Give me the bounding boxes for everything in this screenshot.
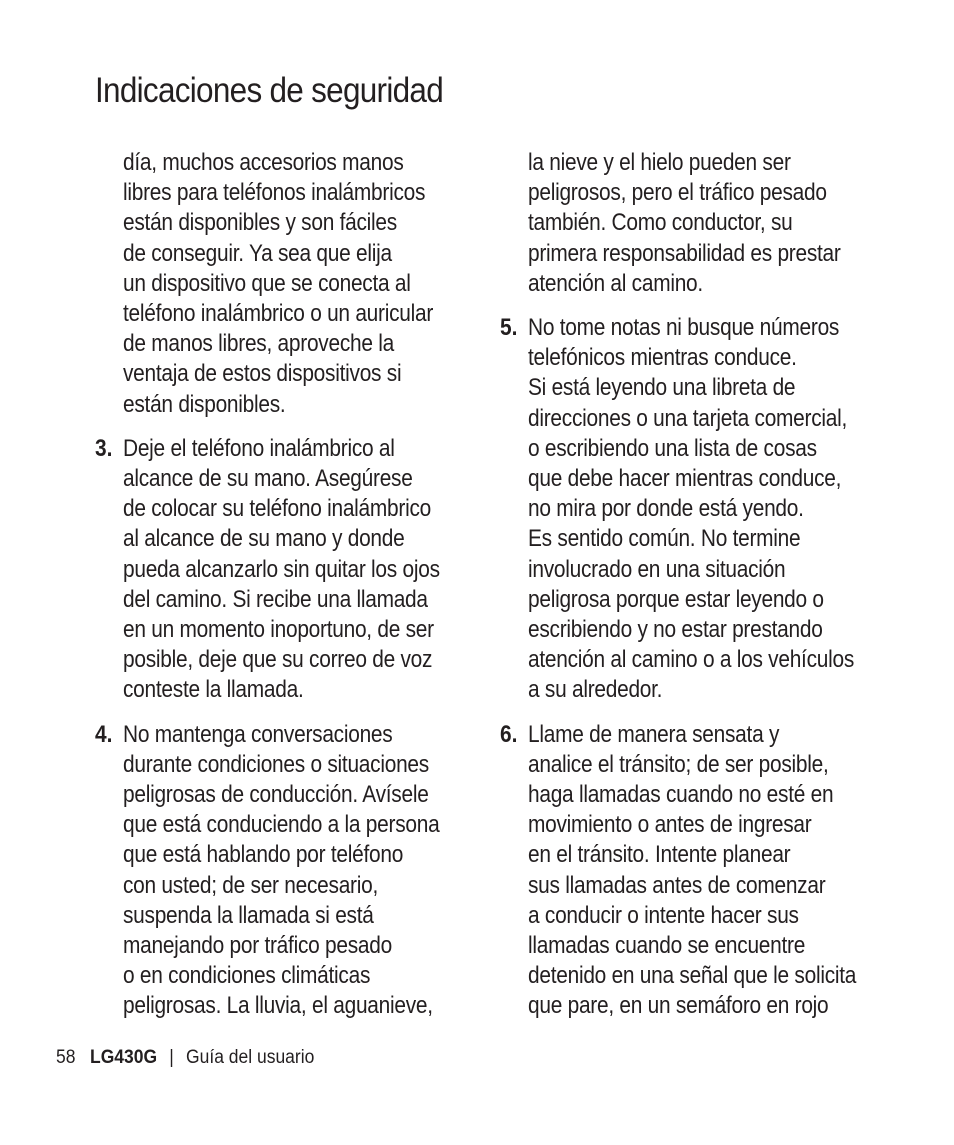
continuation-paragraph [500,148,920,299]
page-footer [56,1045,314,1071]
page-title: Indicaciones de seguridad [95,71,444,110]
item-number: 5. [500,314,518,342]
left-column [95,148,495,1036]
continuation-paragraph [95,148,495,420]
paragraph-text: la nieve y el hielo pueden ser peligrosos, pero el tráfico pesado también. Como conductor, su primera responsabilidad es prestar atención al camino. [528,149,841,297]
item-number: 4. [95,720,113,748]
footer-separator: | [169,1047,174,1068]
list-item [500,720,920,1022]
list-item [95,720,495,1022]
right-column [500,148,920,1036]
item-number: 3. [95,434,113,462]
list-item [95,434,495,706]
item-text: Llame de manera sensata y analice el tránsito; de ser posible, haga llamadas cuando no esté en movimiento o antes de ingresar en el tránsito. Intente planear sus llamadas antes de comenzar a conducir o intente hacer sus llamadas cuando se encuentre detenido en una señal que le solicita que pare, en un semáforo en rojo [528,720,857,1020]
model-name: LG430G [90,1047,158,1068]
page-number: 58 [56,1047,76,1068]
item-text: Deje el teléfono inalámbrico al alcance de su mano. Asegúrese de colocar su teléfono inalámbrico al alcance de su mano y donde pueda alcanzarlo sin quitar los ojos del camino. Si recibe una llamada en un momento inoportuno, de ser posible, deje que su correo de voz conteste la llamada. [123,434,440,704]
item-number: 6. [500,720,518,748]
item-text: No tome notas ni busque números telefónicos mientras conduce. Si está leyendo una libreta de direcciones o una tarjeta comercial, o escribiendo una lista de cosas que debe hacer mientras conduce, no mira por donde está yendo. Es sentido común. No termine involucrado en una situación peligrosa porque estar leyendo o escribiendo y no estar prestando atención al camino o a los vehículos a su alrededor. [528,314,855,704]
list-item [500,313,920,706]
paragraph-text: día, muchos accesorios manos libres para teléfonos inalámbricos están disponibles y son fáciles de conseguir. Ya sea que elija un dispositivo que se conecta al teléfono inalámbrico o un auricular de manos libres, aproveche la ventaja de estos dispositivos si están disponibles. [123,149,434,418]
guide-title: Guía del usuario [186,1047,315,1068]
item-text: No mantenga conversaciones durante condiciones o situaciones peligrosas de conducción. Avísele que está conduciendo a la persona que está hablando por teléfono con usted; de ser necesario, suspenda la llamada si está manejando por tráfico pesado o en condiciones climáticas peligrosas. La lluvia, el aguanieve, [123,720,440,1020]
